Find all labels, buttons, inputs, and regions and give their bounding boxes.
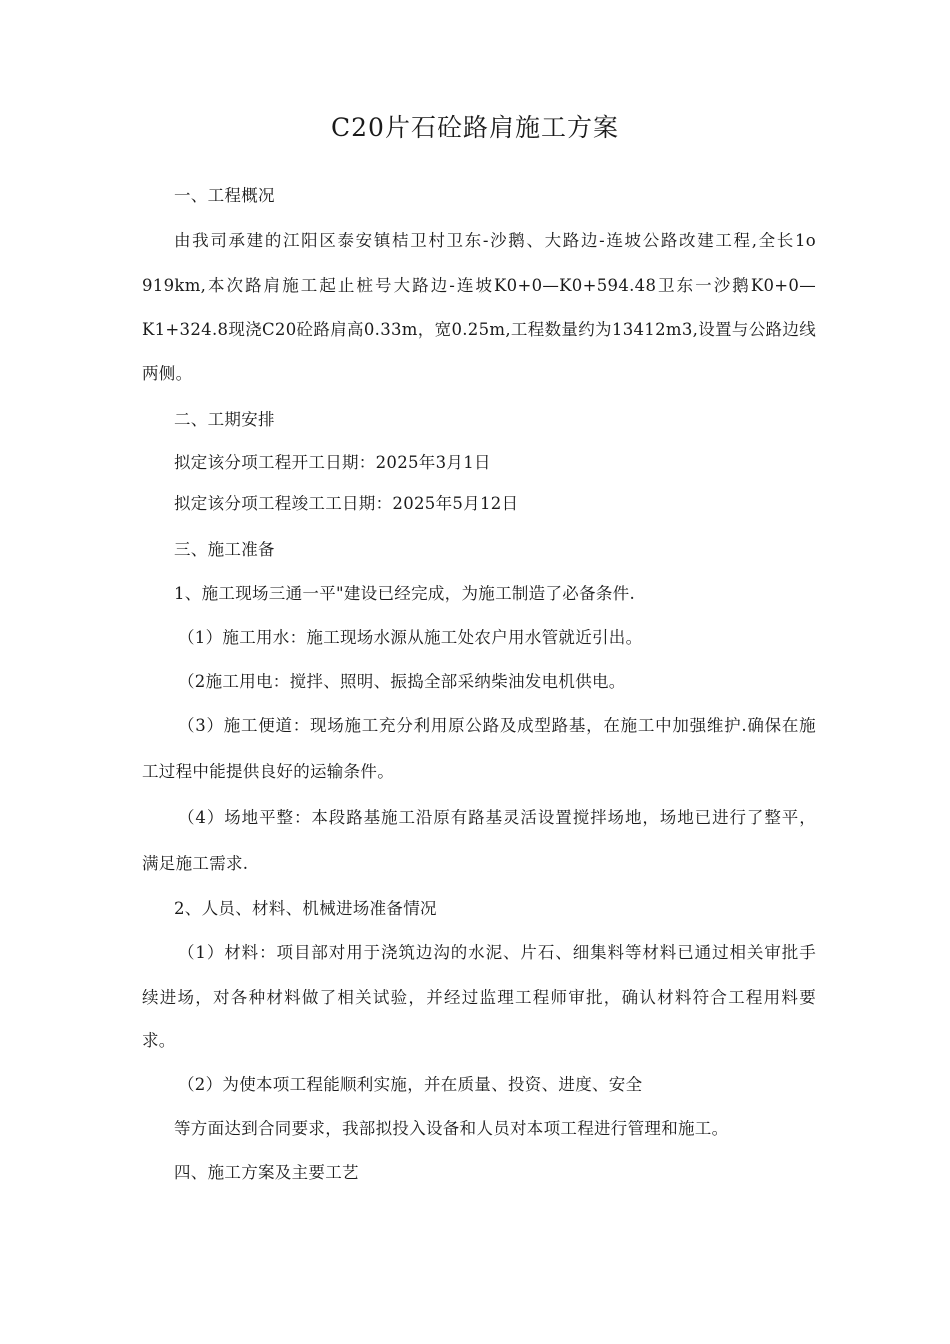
paragraph-line: 919km,本次路肩施工起止桩号大路边-连坡K0+0—K0+594.48卫东一沙鹅K0+0— [142, 276, 816, 295]
paragraph-line: （1）材料：项目部对用于浇筑边沟的水泥、片石、细集料等材料已通过相关审批手 [178, 943, 816, 962]
paragraph-line: （1）施工用水：施工现场水源从施工处农户用水管就近引出。 [178, 628, 643, 647]
paragraph-line: 工过程中能提供良好的运输条件。 [142, 762, 394, 781]
section-heading-method: 四、施工方案及主要工艺 [174, 1163, 359, 1182]
paragraph-line: 两侧。 [142, 364, 193, 383]
paragraph-line: （4）场地平整：本段路基施工沿原有路基灵活设置搅拌场地，场地已进行了整平， [178, 808, 816, 827]
paragraph-line: （2）为使本项工程能顺利实施，并在质量、投资、进度、安全 [178, 1075, 643, 1094]
paragraph-line: 拟定该分项工程竣工工日期：2025年5月12日 [174, 494, 519, 513]
section-heading-overview: 一、工程概况 [174, 186, 275, 205]
paragraph-line: 由我司承建的江阳区泰安镇桔卫村卫东-沙鹅、大路边-连坡公路改建工程,全长1o [174, 231, 816, 250]
paragraph-line: （3）施工便道：现场施工充分利用原公路及成型路基，在施工中加强维护.确保在施 [178, 716, 816, 735]
section-heading-schedule: 二、工期安排 [174, 410, 275, 429]
paragraph-line: 等方面达到合同要求，我部拟投入设备和人员对本项工程进行管理和施工。 [174, 1119, 729, 1138]
paragraph-line: 1、施工现场三通一平"建设已经完成，为施工制造了必备条件. [174, 584, 636, 603]
paragraph-line: 拟定该分项工程开工日期：2025年3月1日 [174, 453, 491, 472]
paragraph-line: 满足施工需求. [142, 854, 249, 873]
section-heading-preparation: 三、施工准备 [174, 540, 275, 559]
paragraph-line: 续进场，对各种材料做了相关试验，并经过监理工程师审批，确认材料符合工程用料要 [142, 988, 816, 1007]
paragraph-line: （2施工用电：搅拌、照明、振捣全部采纳柴油发电机供电。 [178, 672, 626, 691]
subsection-heading: 2、人员、材料、机械进场准备情况 [174, 899, 437, 918]
paragraph-line: K1+324.8现浇C20砼路肩高0.33m，宽0.25m,工程数量约为13412m3,设置与公路边线 [142, 320, 816, 339]
paragraph-line: 求。 [142, 1031, 176, 1050]
document-title: C20片石砼路肩施工方案 [331, 113, 619, 142]
